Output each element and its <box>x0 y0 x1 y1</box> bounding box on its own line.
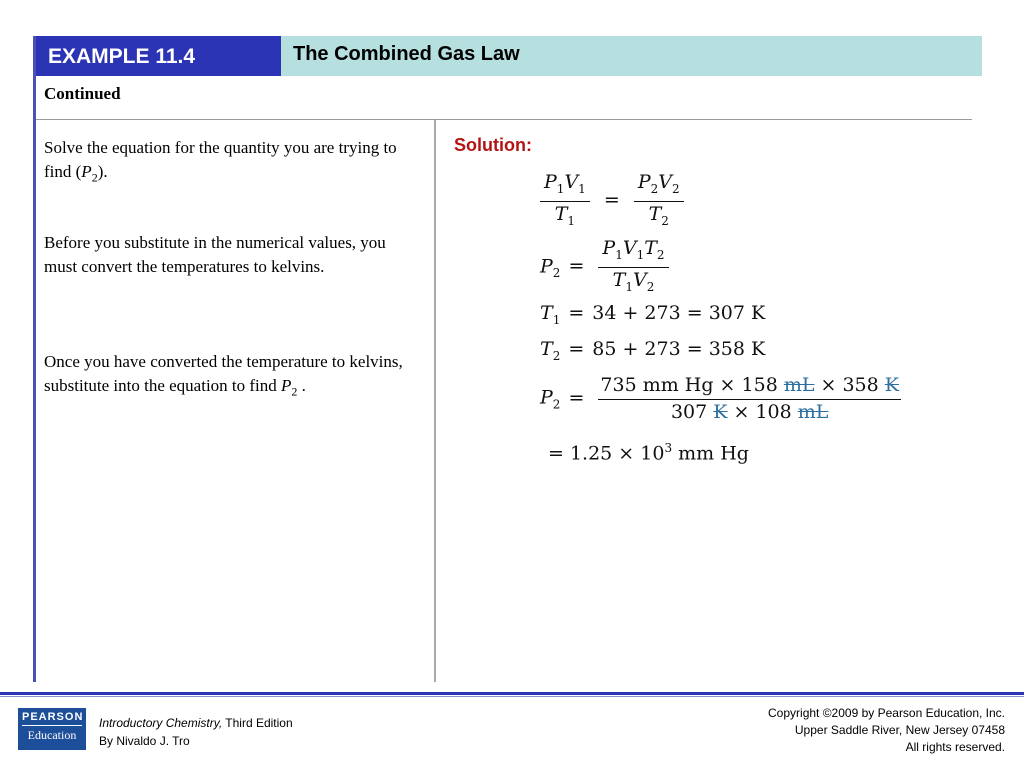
t1-conversion: $T_1 = 34 + 273 = 307$ K <box>540 302 766 327</box>
book-title: Introductory Chemistry, <box>99 716 223 730</box>
instruction-convert: Before you substitute in the numerical values, you must convert the temperatures to kelvins. <box>44 233 386 276</box>
slide-title: The Combined Gas Law <box>281 36 982 76</box>
column-divider <box>434 120 436 682</box>
header-divider <box>36 119 972 120</box>
solved-p2-equation: $P_2$ = $\frac{P_1V_1T_2}{T_1V_2}$ <box>540 236 669 299</box>
author: By Nivaldo J. Tro <box>99 734 190 748</box>
copyright-notice: Copyright ©2009 by Pearson Education, Inc. Upper Saddle River, New Jersey 07458 All rights reserved. <box>768 706 1005 754</box>
p2-result: = $1.25 \times 10^3$ mm Hg <box>548 441 749 465</box>
instruction-solve: Solve the equation for the quantity you are trying to find $(P_2)$. <box>44 138 397 185</box>
footer-rule <box>0 692 1024 695</box>
example-label: EXAMPLE 11.4 <box>36 36 281 76</box>
p2-substitution: $P_2$ = $\frac{\text{735 mm Hg × 158 mL × 358 K}}{307 K \times 108 mL}$ <box>540 374 899 423</box>
combined-gas-law-equation: $\frac{P_1V_1}{T_1}$ = $\frac{P_2V_2}{T_2}$ <box>540 170 684 233</box>
solution-label: Solution: <box>454 135 532 155</box>
instruction-substitute: Once you have converted the temperature to kelvins, substitute into the equation to find $P_2$ . <box>44 352 403 399</box>
t2-conversion: $T_2 = 85 + 273 = 358$ K <box>540 338 766 363</box>
left-accent-rule <box>33 36 36 682</box>
footer-rule-secondary <box>0 696 1024 697</box>
book-credit: Introductory Chemistry, Third Edition By Nivaldo J. Tro <box>99 716 293 748</box>
continued-label: Continued <box>44 84 121 103</box>
p2-variable: P <box>81 162 92 181</box>
pearson-logo: PEARSON Education <box>18 708 86 750</box>
